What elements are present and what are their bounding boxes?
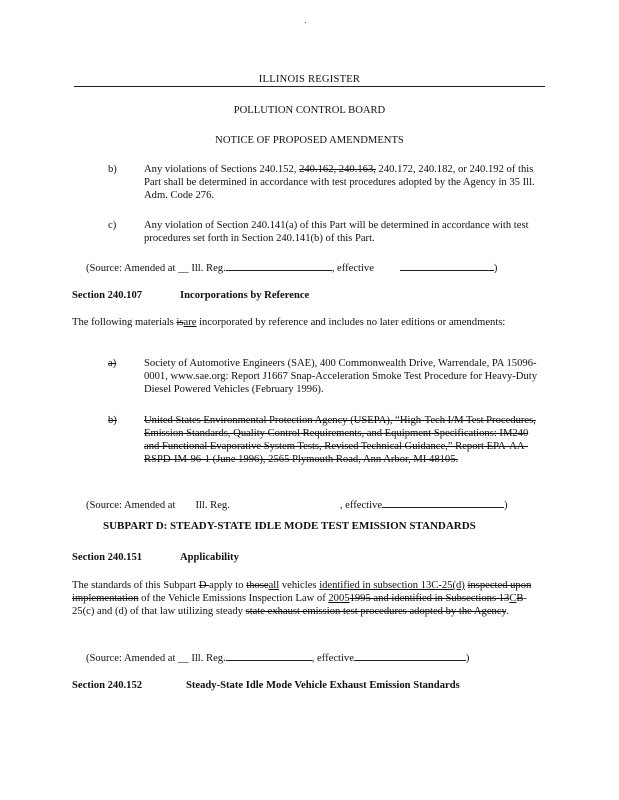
section-151-title: Applicability	[180, 552, 239, 563]
subpart-d-heading: SUBPART D: STEADY-STATE IDLE MODE TEST EMISSION STANDARDS	[103, 520, 476, 532]
source-line-3: (Source: Amended at __ Ill. Reg. , effective )	[86, 650, 469, 665]
scan-speck	[305, 22, 306, 23]
section-107-intro: The following materials isare incorporated by reference and includes no later editions or amendments:	[72, 317, 506, 328]
section-107-number: Section 240.107	[72, 290, 143, 301]
section-152-number: Section 240.152	[72, 680, 143, 691]
register-title: ILLINOIS REGISTER	[258, 74, 361, 85]
source-line-1: (Source: Amended at __ Ill. Reg. , effective )	[86, 260, 497, 275]
section-107-b-label: b)	[108, 415, 117, 426]
section-152-title: Steady-State Idle Mode Vehicle Exhaust Emission Standards	[186, 680, 460, 691]
header-rule	[74, 86, 545, 87]
source-line-2: (Source: Amended at Ill. Reg. , effective )	[86, 497, 508, 512]
section-107-a-text: Society of Automotive Engineers (SAE), 400 Commonwealth Drive, Warrendale, PA 15096-0001, www.sae.org: Report J1667 Snap-Acceleration Smoke Test Procedure for Heavy-Duty Diesel Powered Vehicles (February 1996).	[144, 358, 537, 395]
item-b-text: Any violations of Sections 240.152, 240.162, 240.163, 240.172, 240.182, or 240.192 of this Part shall be determined in accordance with test procedures adopted by the Agency in 35 Ill. Adm. Code 276.	[144, 164, 535, 201]
section-151-number: Section 240.151	[72, 552, 143, 563]
section-151-text: The standards of this Subpart D apply to thoseall vehicles identified in subsection 13C-25(d) inspected upon implementation of the Vehicle Emissions Inspection Law of 20051995 and identified in Subsections 13CB-25(c) and (d) of that law utilizing steady state exhaust emission test procedures adopted by the Agency.	[72, 580, 532, 617]
struck-sections: 240.162, 240.163,	[299, 164, 376, 175]
section-107-title: Incorporations by Reference	[180, 290, 310, 301]
agency-title: POLLUTION CONTROL BOARD	[233, 105, 386, 116]
item-c-text: Any violation of Section 240.141(a) of this Part will be determined in accordance with test procedures set forth in Section 240.141(b) of this Part.	[144, 220, 529, 244]
notice-title: NOTICE OF PROPOSED AMENDMENTS	[215, 135, 404, 146]
section-107-a-label: a)	[108, 358, 117, 369]
item-c-label: c)	[108, 220, 117, 231]
item-b-label: b)	[108, 164, 117, 175]
section-107-b-text: United States Environmental Protection Agency (USEPA), “High-Tech I/M Test Procedures, Emission Standards, Quality Control Requirements, and Equipment Specifications: IM240 and Functional Evaporative System Tests, Revised Technical Guidance,” Report EPA-AA-RSPD-IM-96-1 (June 1996), 2565 Plymouth Road, Ann Arbor, MI 48105.	[144, 415, 536, 465]
